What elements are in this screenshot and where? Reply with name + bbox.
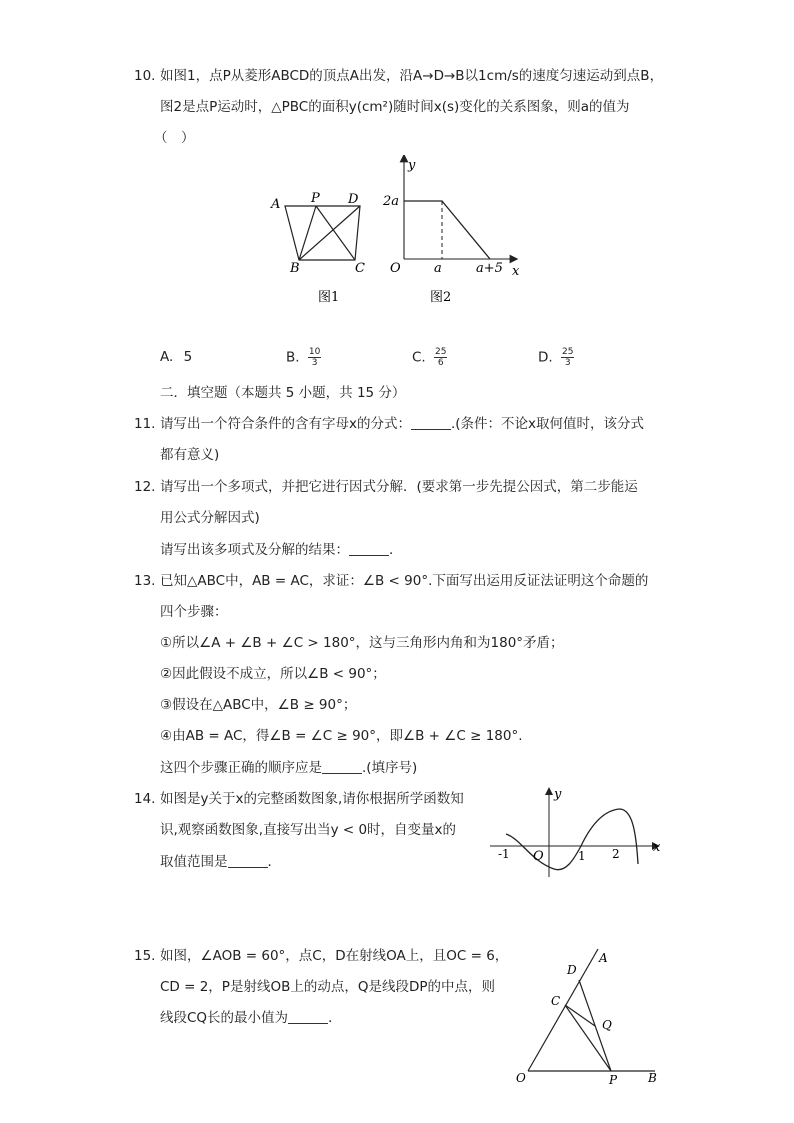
q13-step4: ④由AB = AC，得∠B = ∠C ≥ 90°，即∠B + ∠C ≥ 180°.	[160, 728, 523, 744]
fig2-a-plus-5-label: a+5	[476, 261, 503, 276]
q11-line2: 都有意义)	[160, 447, 220, 463]
option-d-fraction: $\frac{25}{3}$	[561, 347, 574, 368]
q15-label-d: D	[567, 963, 577, 977]
option-a-value: 5	[183, 349, 193, 365]
q14-number: 14.	[134, 791, 156, 807]
q15-label-q: Q	[602, 1018, 612, 1032]
option-a[interactable]	[160, 347, 192, 367]
q15-angle-figure	[510, 945, 670, 1095]
q15-line2: CD = 2，P是射线OB上的动点，Q是线段DP的中点，则	[160, 979, 495, 995]
q15-number: 15.	[134, 948, 156, 964]
q11-number: 11.	[134, 416, 156, 432]
q10-figure-2	[380, 155, 530, 305]
q13-step3: ③假设在△ABC中，∠B ≥ 90°；	[160, 697, 357, 713]
q13-answer-blank[interactable]	[322, 759, 362, 774]
q13-step2: ②因此假设不成立，所以∠B < 90°；	[160, 666, 386, 682]
area-curve	[404, 201, 490, 259]
q10-line1: 如图1，点P从菱形ABCD的顶点A出发，沿A→D→B以1cm/s的速度匀速运动到点B，	[160, 68, 664, 84]
q10-line3: （ ）	[154, 130, 195, 146]
option-c[interactable]	[412, 347, 447, 368]
option-a-label: A.	[160, 349, 174, 365]
q12-line3: 请写出该多项式及分解的结果： ．	[160, 542, 403, 558]
q15-label-b: B	[648, 1071, 657, 1085]
q13-line2: 四个步骤：	[160, 604, 228, 620]
option-b[interactable]	[286, 347, 321, 368]
label-d: D	[348, 192, 359, 207]
q13-line1: 已知△ABC中，AB = AC，求证：∠B < 90°.下面写出运用反证法证明这个命题的	[160, 573, 649, 589]
option-b-label: B.	[286, 349, 300, 366]
option-d-label: D.	[538, 349, 553, 366]
q11-answer-blank[interactable]	[411, 415, 451, 430]
q14-x-label: x	[653, 840, 661, 855]
fig2-y-label: y	[408, 158, 416, 173]
q14-answer-blank[interactable]	[228, 853, 268, 868]
label-b: B	[290, 261, 300, 276]
section-2-header: 二．填空题（本题共 5 小题，共 15 分）	[160, 385, 406, 401]
fig2-origin-label: O	[390, 261, 401, 276]
option-c-label: C.	[412, 349, 426, 366]
q14-tick-neg1: -1	[498, 847, 510, 861]
q14-origin-label: O	[533, 849, 544, 864]
q15-label-a: A	[599, 951, 608, 965]
fig2-a-label: a	[434, 261, 442, 276]
option-c-fraction: $\frac{25}{6}$	[435, 347, 447, 368]
q13-step1: ①所以∠A + ∠B + ∠C > 180°，这与三角形内角和为180°矛盾；	[160, 635, 564, 651]
q15-line3: 线段CQ长的最小值为 ．	[160, 1010, 342, 1026]
q14-function-graph	[486, 785, 666, 885]
q12-line1: 请写出一个多项式，并把它进行因式分解．(要求第一步先提公因式，第二步能运	[160, 479, 638, 495]
q14-tick-1: 1	[578, 849, 586, 863]
label-a: A	[271, 197, 281, 212]
q10-figure-1	[262, 185, 382, 305]
fig2-x-label: x	[512, 264, 520, 279]
option-b-fraction: $\frac{10}{3}$	[308, 347, 321, 368]
q14-tick-2: 2	[612, 847, 620, 861]
option-d[interactable]	[538, 347, 574, 368]
label-p: P	[311, 191, 320, 206]
fig2-2a-label: 2a	[383, 194, 400, 209]
q15-label-p: P	[609, 1073, 618, 1087]
q14-line3: 取值范围是 ．	[160, 854, 281, 870]
label-c: C	[355, 261, 365, 276]
q15-label-o: O	[516, 1071, 526, 1085]
q12-number: 12.	[134, 479, 156, 495]
q14-line1: 如图是y关于x的完整函数图象,请你根据所学函数知	[160, 791, 464, 807]
q15-answer-blank[interactable]	[288, 1009, 328, 1024]
q15-line1: 如图，∠AOB = 60°，点C，D在射线OA上，且OC = 6，	[160, 948, 509, 964]
q12-line2: 用公式分解因式)	[160, 510, 260, 526]
figure-1-caption: 图1	[318, 290, 340, 305]
q13-number: 13.	[134, 573, 156, 589]
q12-answer-blank[interactable]	[349, 541, 389, 556]
segment-cq	[565, 1005, 595, 1026]
q15-label-c: C	[551, 994, 561, 1008]
q10-number: 10.	[134, 68, 156, 84]
segment-cp	[565, 1005, 611, 1071]
ray-oa	[528, 949, 598, 1071]
q13-line7: 这四个步骤正确的顺序应是 .(填序号)	[160, 760, 418, 776]
q14-line2: 识,观察函数图象,直接写出当y < 0时，自变量x的	[160, 822, 457, 838]
figure-2-caption: 图2	[430, 290, 452, 305]
q14-y-label: y	[554, 787, 562, 802]
q11-line1: 请写出一个符合条件的含有字母x的分式： .(条件：不论x取何值时，该分式	[160, 416, 645, 432]
q10-line2: 图2是点P运动时，△PBC的面积y(cm²)随时间x(s)变化的关系图象，则a的值为	[160, 99, 630, 115]
